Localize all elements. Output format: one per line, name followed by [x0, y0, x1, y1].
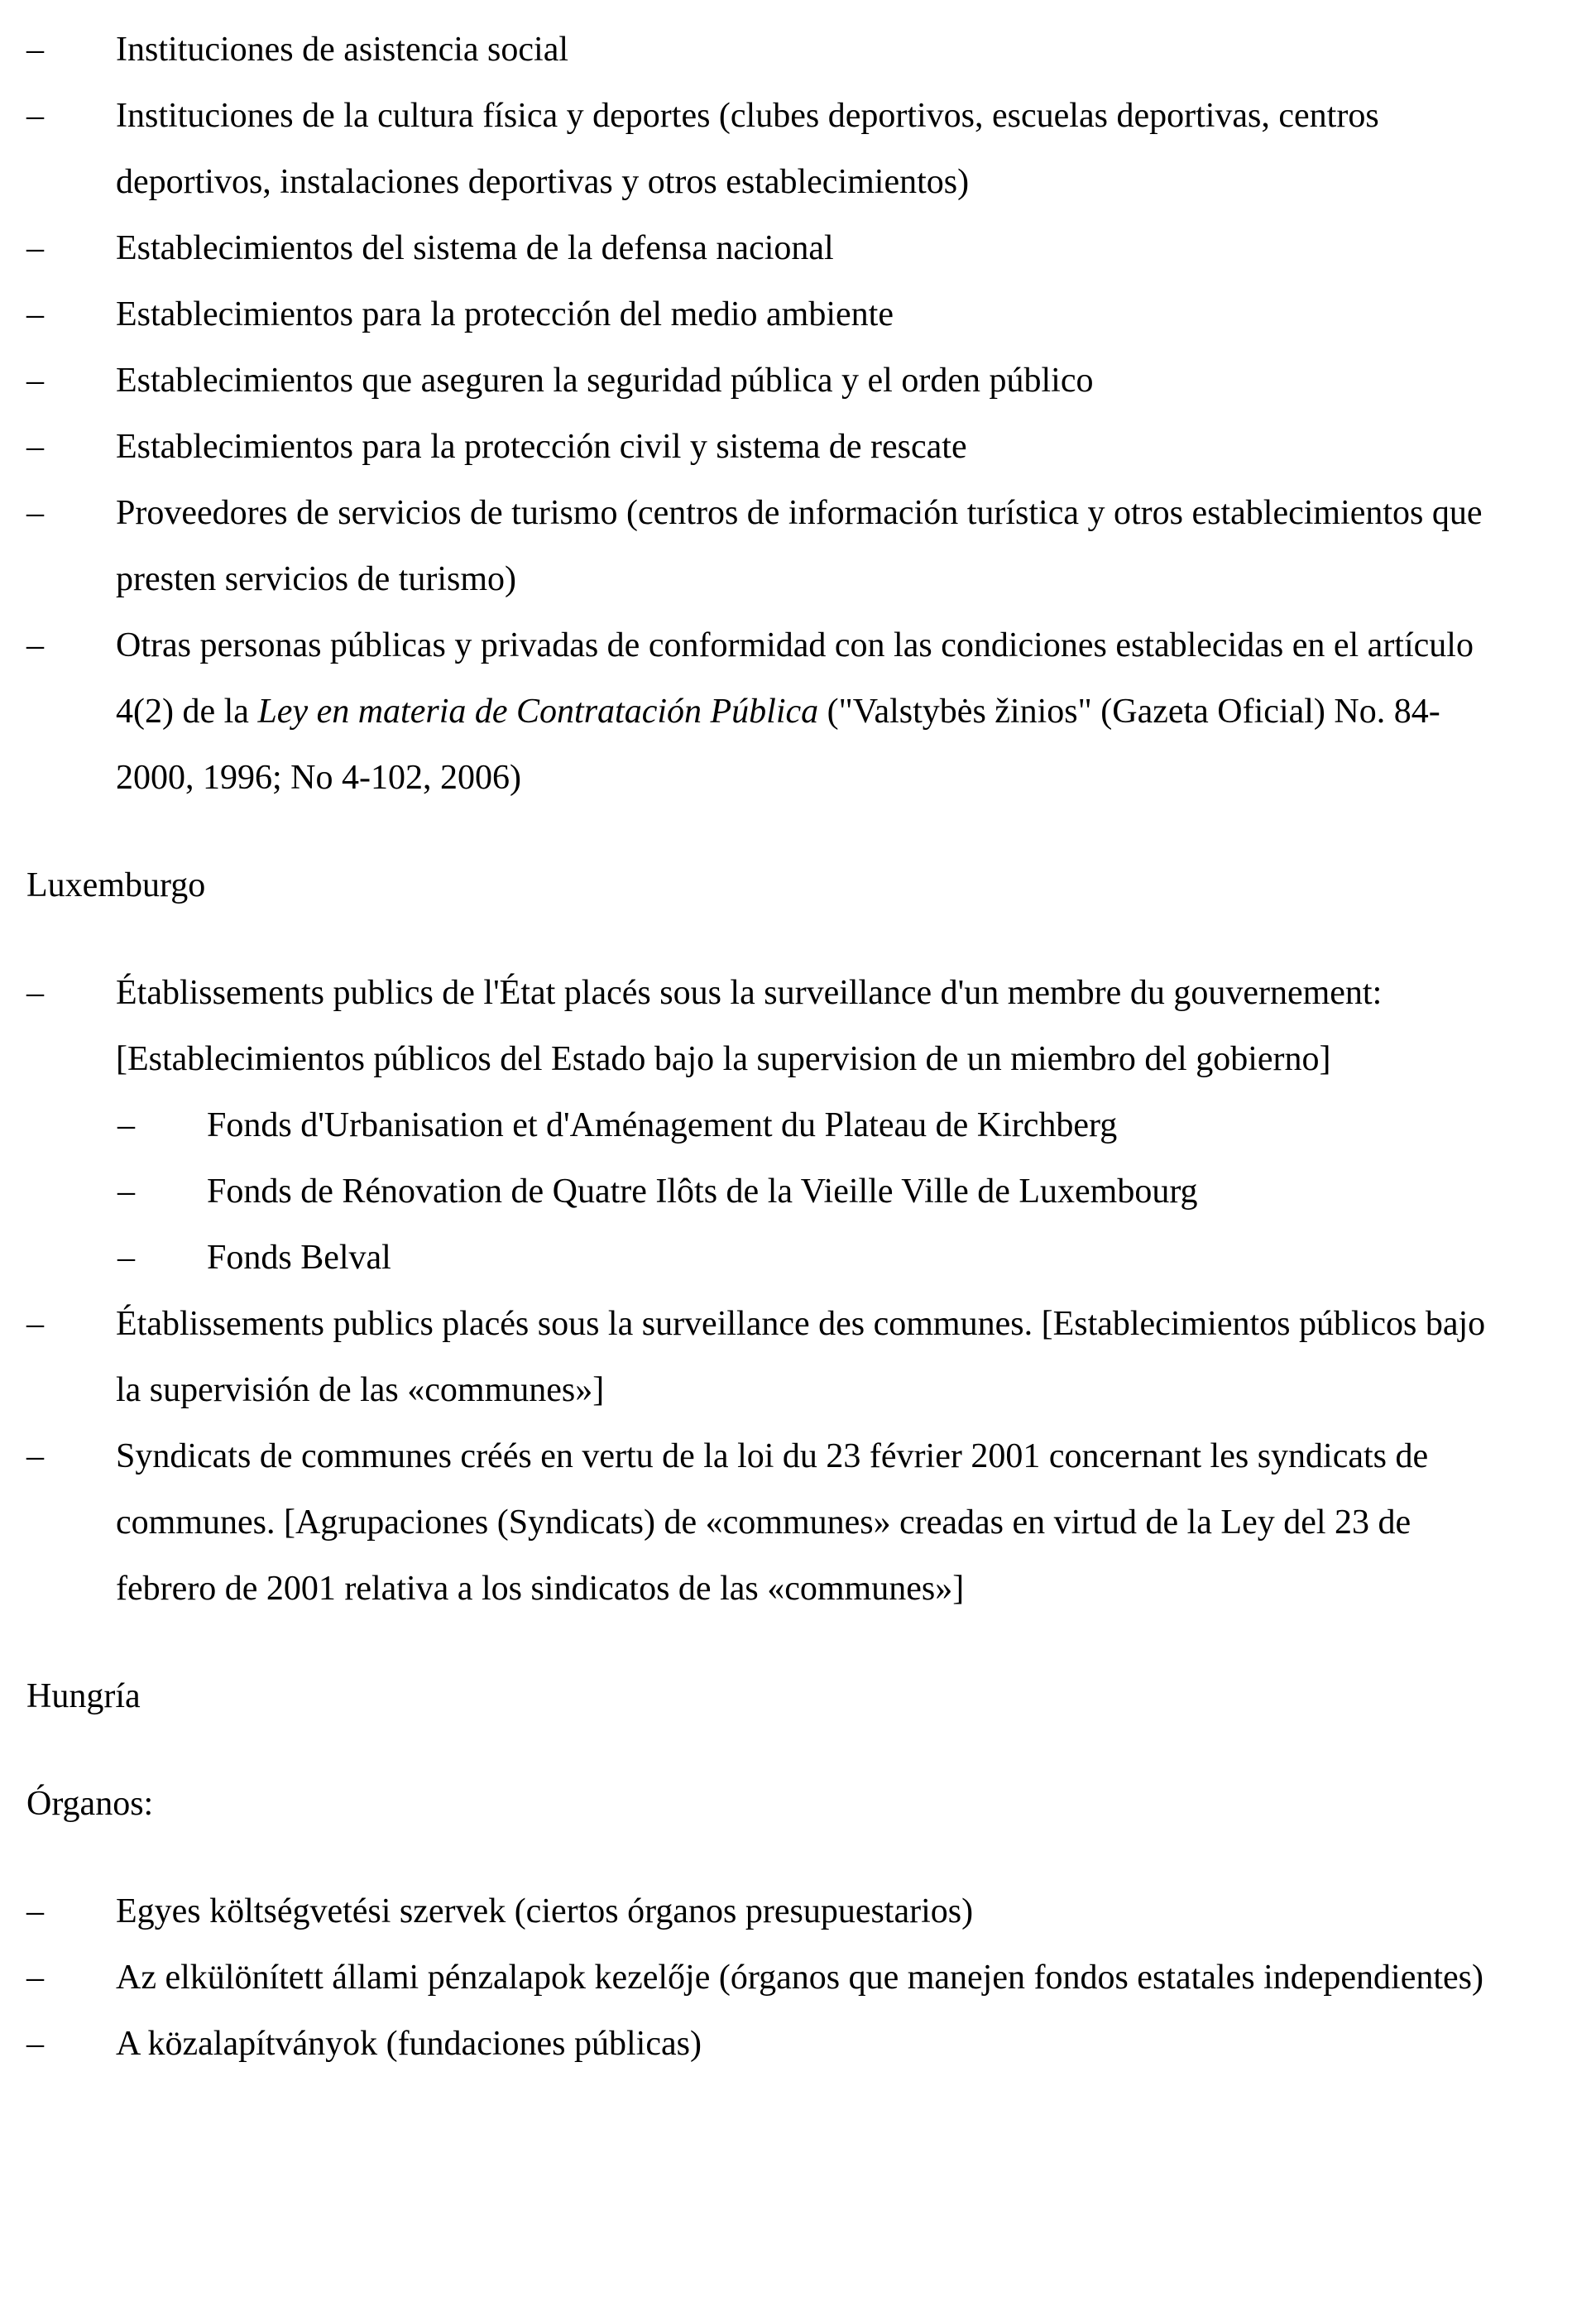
list-item-text: Fonds d'Urbanisation et d'Aménagement du Plateau de Kirchberg: [207, 1106, 1118, 1144]
list-item: [0, 960, 1596, 1092]
dash-bullet: –: [26, 97, 44, 135]
sub-list-item: [0, 1225, 1596, 1291]
dash-bullet: –: [26, 1959, 44, 1997]
list-item-text: Establecimientos que aseguren la seguridad pública y el orden público: [116, 362, 1094, 400]
list-item-text: Établissements publics de l'État placés sous la surveillance d'un membre du gouvernement: [Establecimientos públicos del Estado bajo la supervision de un miembro del gobierno]: [116, 974, 1383, 1078]
list-item: [0, 1878, 1596, 1945]
dash-bullet: –: [26, 1437, 44, 1475]
sub-list-item: [0, 1158, 1596, 1225]
dash-bullet: –: [26, 295, 44, 333]
law-title: Ley en materia de Contratación Pública: [257, 693, 819, 731]
list-item-text: Az elkülönített állami pénzalapok kezelője (órganos que manejen fondos estatales independientes): [116, 1959, 1483, 1997]
list-item: [0, 414, 1596, 480]
dash-bullet: –: [26, 229, 44, 267]
list-item-text: Otras personas públicas y privadas de conformidad con las condiciones establecidas en el artículo 4(2) de la: [116, 626, 1474, 731]
list-item-text: A közalapítványok (fundaciones públicas): [116, 2025, 702, 2063]
list-item: [0, 480, 1596, 612]
dash-bullet: –: [26, 1305, 44, 1343]
dash-bullet: –: [26, 974, 44, 1012]
spacer: [0, 1837, 1596, 1878]
spacer: [0, 1622, 1596, 1663]
list-item-text: Instituciones de la cultura física y deportes (clubes deportivos, escuelas deportivas, centros deportivos, instalaciones deportivas y otros establecimientos): [116, 97, 1379, 201]
list-item: [0, 348, 1596, 414]
spacer: [0, 918, 1596, 960]
list-item-text: Establecimientos del sistema de la defensa nacional: [116, 229, 834, 267]
spacer: [0, 1729, 1596, 1771]
list-item: [0, 1945, 1596, 2011]
list-item: [0, 1291, 1596, 1423]
list-item-text: Établissements publics placés sous la surveillance des communes. [Establecimientos públicos bajo la supervisión de las «communes»]: [116, 1305, 1486, 1409]
spacer: [0, 811, 1596, 852]
list-item: [0, 281, 1596, 348]
list-item: [0, 1423, 1596, 1622]
dash-bullet: –: [26, 494, 44, 532]
dash-bullet: –: [117, 1239, 135, 1277]
dash-bullet: –: [26, 2025, 44, 2063]
list-item-text: Syndicats de communes créés en vertu de la loi du 23 février 2001 concernant les syndicats de communes. [Agrupaciones (Syndicats) de «communes» creadas en virtud de la Ley del 23 de febrero de 2001 relativa a los sindicatos de las «communes»]: [116, 1437, 1429, 1608]
list-item-text: Proveedores de servicios de turismo (centros de información turística y otros establecimientos que presten servicios de turismo): [116, 494, 1483, 598]
dash-bullet: –: [117, 1106, 135, 1144]
list-item-text: Instituciones de asistencia social: [116, 31, 569, 69]
list-item-text-cont: ("Valstybės žinios" (Gazeta Oficial) No. 84-2000, 1996; No 4-102, 2006): [116, 693, 1440, 797]
list-item: [0, 612, 1596, 811]
list-item: [0, 215, 1596, 281]
section-heading-hungary: Hungría: [26, 1677, 141, 1715]
document-page: [0, 17, 1596, 2077]
subheading-organs: Órganos:: [26, 1785, 154, 1823]
dash-bullet: –: [26, 428, 44, 466]
list-item: [0, 83, 1596, 215]
list-item: [0, 2011, 1596, 2077]
dash-bullet: –: [26, 362, 44, 400]
list-item-text: Egyes költségvetési szervek (ciertos órganos presupuestarios): [116, 1892, 974, 1930]
list-item: [0, 17, 1596, 83]
section-heading-luxembourg: Luxemburgo: [26, 866, 206, 904]
dash-bullet: –: [26, 31, 44, 69]
dash-bullet: –: [26, 626, 44, 664]
list-item-text: Fonds Belval: [207, 1239, 391, 1277]
list-item-text: Fonds de Rénovation de Quatre Ilôts de la Vieille Ville de Luxembourg: [207, 1172, 1198, 1211]
dash-bullet: –: [26, 1892, 44, 1930]
dash-bullet: –: [117, 1172, 135, 1211]
list-item-text: Establecimientos para la protección civil y sistema de rescate: [116, 428, 967, 466]
sub-list-item: [0, 1092, 1596, 1158]
list-item-text: Establecimientos para la protección del medio ambiente: [116, 295, 894, 333]
